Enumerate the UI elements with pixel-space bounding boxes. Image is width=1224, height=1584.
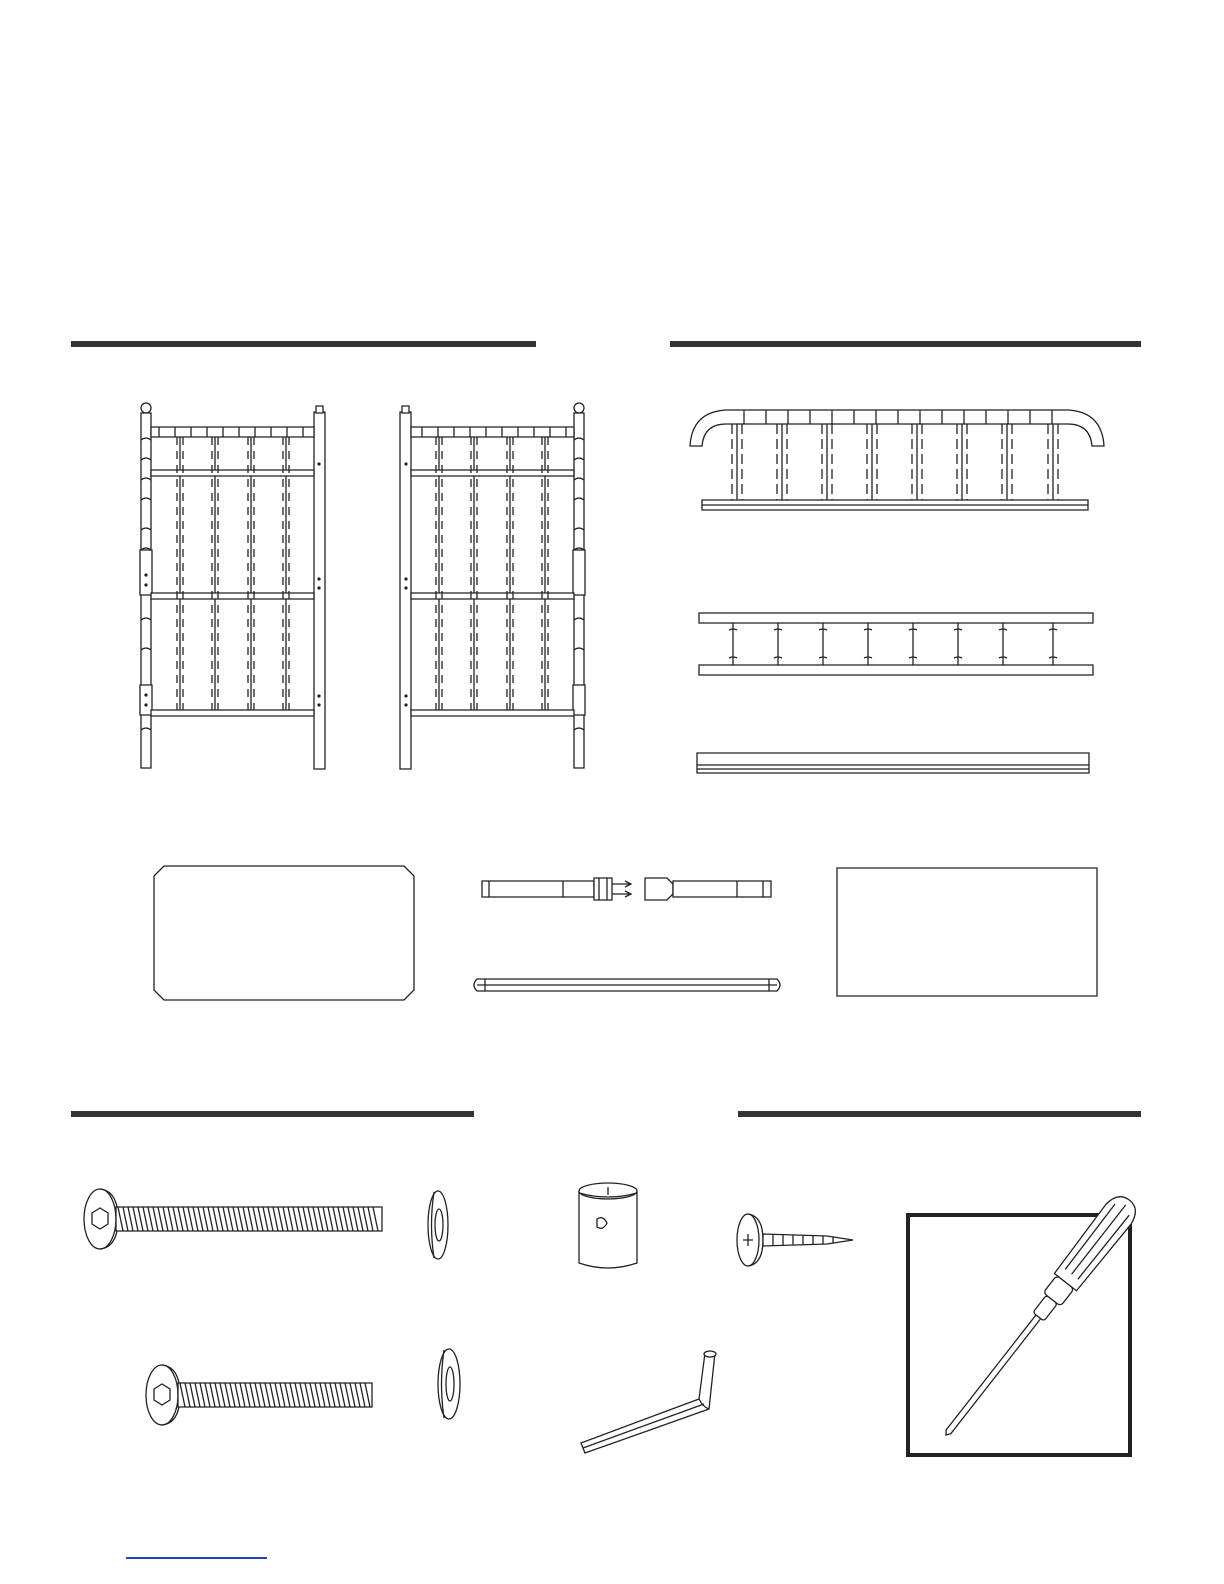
footer-link-underline[interactable] xyxy=(126,1557,267,1559)
connecting-rod xyxy=(469,976,785,994)
long-bolt-washer xyxy=(426,1189,450,1261)
tools-box xyxy=(906,1213,1132,1457)
long-hex-bolt xyxy=(82,1187,388,1251)
mattress-board xyxy=(152,864,416,1002)
stabilizer-bar-with-clip xyxy=(479,874,775,904)
short-bolt-washer xyxy=(436,1347,462,1421)
allen-wrench xyxy=(575,1349,723,1457)
left-end-panel xyxy=(135,400,335,775)
barrel-nut xyxy=(575,1179,641,1273)
plain-support-rail xyxy=(695,751,1091,775)
top-rail-with-scroll-ends xyxy=(686,404,1106,516)
section-rule-crib-ends xyxy=(71,341,536,347)
right-end-panel xyxy=(400,400,600,775)
short-hex-bolt xyxy=(144,1363,376,1427)
section-rule-rails xyxy=(670,341,1141,347)
section-rule-tools xyxy=(738,1111,1141,1117)
spindle-side-rail xyxy=(697,610,1095,678)
section-rule-hardware xyxy=(71,1111,474,1117)
phillips-wood-screw xyxy=(735,1210,855,1270)
rectangular-board xyxy=(835,866,1099,998)
